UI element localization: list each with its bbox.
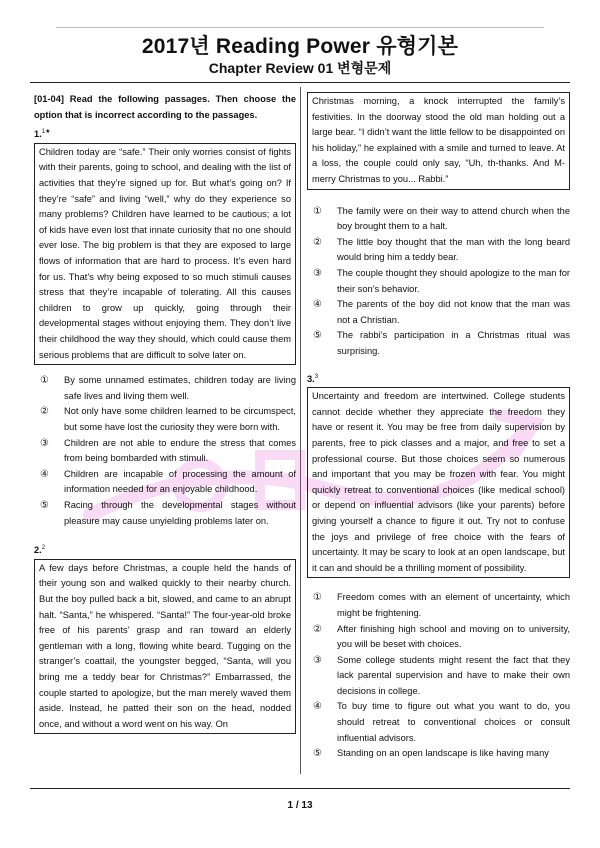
option-item[interactable]: ③ The couple thought they should apologize to the man for their son’s behavior. xyxy=(313,267,570,294)
page-number: 1 / 13 xyxy=(287,800,313,811)
option-item[interactable]: ④ Children are incapable of processing the amount of information needed for an enjoyable childhood. xyxy=(40,468,296,495)
question-2-number: 2.$^2$ xyxy=(34,545,46,556)
footer-rule xyxy=(30,788,570,789)
page-title: 2017년 Reading Power 유형기본 xyxy=(141,35,459,58)
option-item[interactable]: ③ Some college students might resent the fact that they lack parental supervision and have to make their own decisions in college. xyxy=(313,654,570,696)
option-item[interactable]: ② Not only have some children learned to be circumspect, but some have lost the curiosity they were born with. xyxy=(40,406,296,432)
option-item[interactable]: ⑤ Racing through the developmental stages without pleasure may cause unyielding problems later on. xyxy=(40,499,296,526)
option-item[interactable]: ③ Children are not able to endure the stress that comes from being bombarded with stimuli. xyxy=(40,437,296,464)
question-1-options xyxy=(34,373,296,529)
column-divider xyxy=(300,87,301,774)
question-2-passage-part1: A few days before Christmas, a couple held the hands of their young son and walked quickly to their nearby church. But the boy pulled back a bit, slowed, and came to an abrupt halt. “Santa,” he whispered. “Santa!” The four-year-old broke free of his parents’ grasp and ran toward an elderly gentleman with a long, flowing white beard. Tugging on the stranger’s coattail, the youngster begged, “Santa, will you bring me a teddy bear for Christmas?” Embarrassed, the couple started to apologize, but the man merely waved them aside. Instead, he patted their son on the head, nodded once, and without a word went on his way. On xyxy=(34,559,296,735)
page-subtitle: Chapter Review 01 변형문제 xyxy=(208,60,392,76)
question-1-passage: Children today are “safe.” Their only worries consist of fights with their parents, going to school, and dealing with the list of activities that they’re signed up for. But what’s going on? If they’re “safe” and living “well,” why do they experience so many problems? Children have learned to be cautious; a lot of kids have even lost that innate curiosity that no one should ever lose. The big problem is that they are exposed to large flows of information that are hard to process. It’s even hard for us. That’s why being exposed to so much stimuli causes stress that they’re incapable of tolerating. All this causes children to grow up quickly, going through their developmental stages without enjoying them. They don’t live their childhood the way they should, which could cause them serious problems that are difficult to solve later on. xyxy=(34,143,296,365)
header-rule xyxy=(30,82,570,83)
option-item[interactable]: ④ To buy time to figure out what you want to do, you should retreat to conventional choices or consult influential advisors. xyxy=(313,701,570,743)
question-3-number: 3.$^3$ xyxy=(307,373,319,384)
option-item[interactable]: ② The little boy thought that the man with the long beard would bring him a teddy bear. xyxy=(313,236,570,263)
option-item[interactable]: ① Freedom comes with an element of uncertainty, which might be frightening. xyxy=(313,592,570,618)
option-item[interactable]: ⑤ The rabbi’s participation in a Christmas ritual was surprising. xyxy=(313,330,570,356)
question-2-options xyxy=(307,204,570,360)
top-rule xyxy=(56,27,544,28)
question-3-options xyxy=(307,590,570,762)
option-item[interactable]: ④ The parents of the boy did not know that the man was not a Christian. xyxy=(313,299,570,325)
question-2-passage-part2: Christmas morning, a knock interrupted the family’s festivities. In the doorway stood the old man holding out a large bear. “I didn’t want the little fellow to be disappointed on his holiday,” he explained with a smile and turned to leave. At a loss, the couple could only say, “Uh, th-thanks. And M-merry Christmas to you... Rabbi.” xyxy=(307,92,570,190)
left-column xyxy=(34,92,296,734)
question-3-passage: Uncertainty and freedom are intertwined. College students cannot decide whether they appreciate the freedom they have or resent it. You may be free from daily supervision by parents, free to pick classes and a major, and free to set a professional course. But those choices seem so numerous and important that you may be frozen with fear. You might quickly retreat to conventional choices (like medical school) or depend on influential advisors (like your parents) before giving yourself a chance to figure it out. Try not to confuse the joys and privilege of free choice with the fears of uncertainty. It may be scary to look at an open landscape, but it can and should be a thrilling moment of possibility. xyxy=(307,387,570,578)
option-item[interactable]: ② After finishing high school and moving on to university, you will be beset with choices. xyxy=(313,623,570,650)
option-item[interactable]: ① The family were on their way to attend church when the boy brought them to a halt. xyxy=(313,205,570,232)
instructions: [01-04] Read the following passages. Then choose the option that is incorrect according to the passages. xyxy=(34,94,296,120)
question-1-number: 1.$^{1★}$ xyxy=(34,129,51,140)
option-item[interactable]: ⑤ Standing on an open landscape is like having many xyxy=(313,748,549,760)
option-item[interactable]: ① By some unnamed estimates, children today are living safe lives and living them well. xyxy=(40,375,296,401)
right-column xyxy=(307,92,570,762)
